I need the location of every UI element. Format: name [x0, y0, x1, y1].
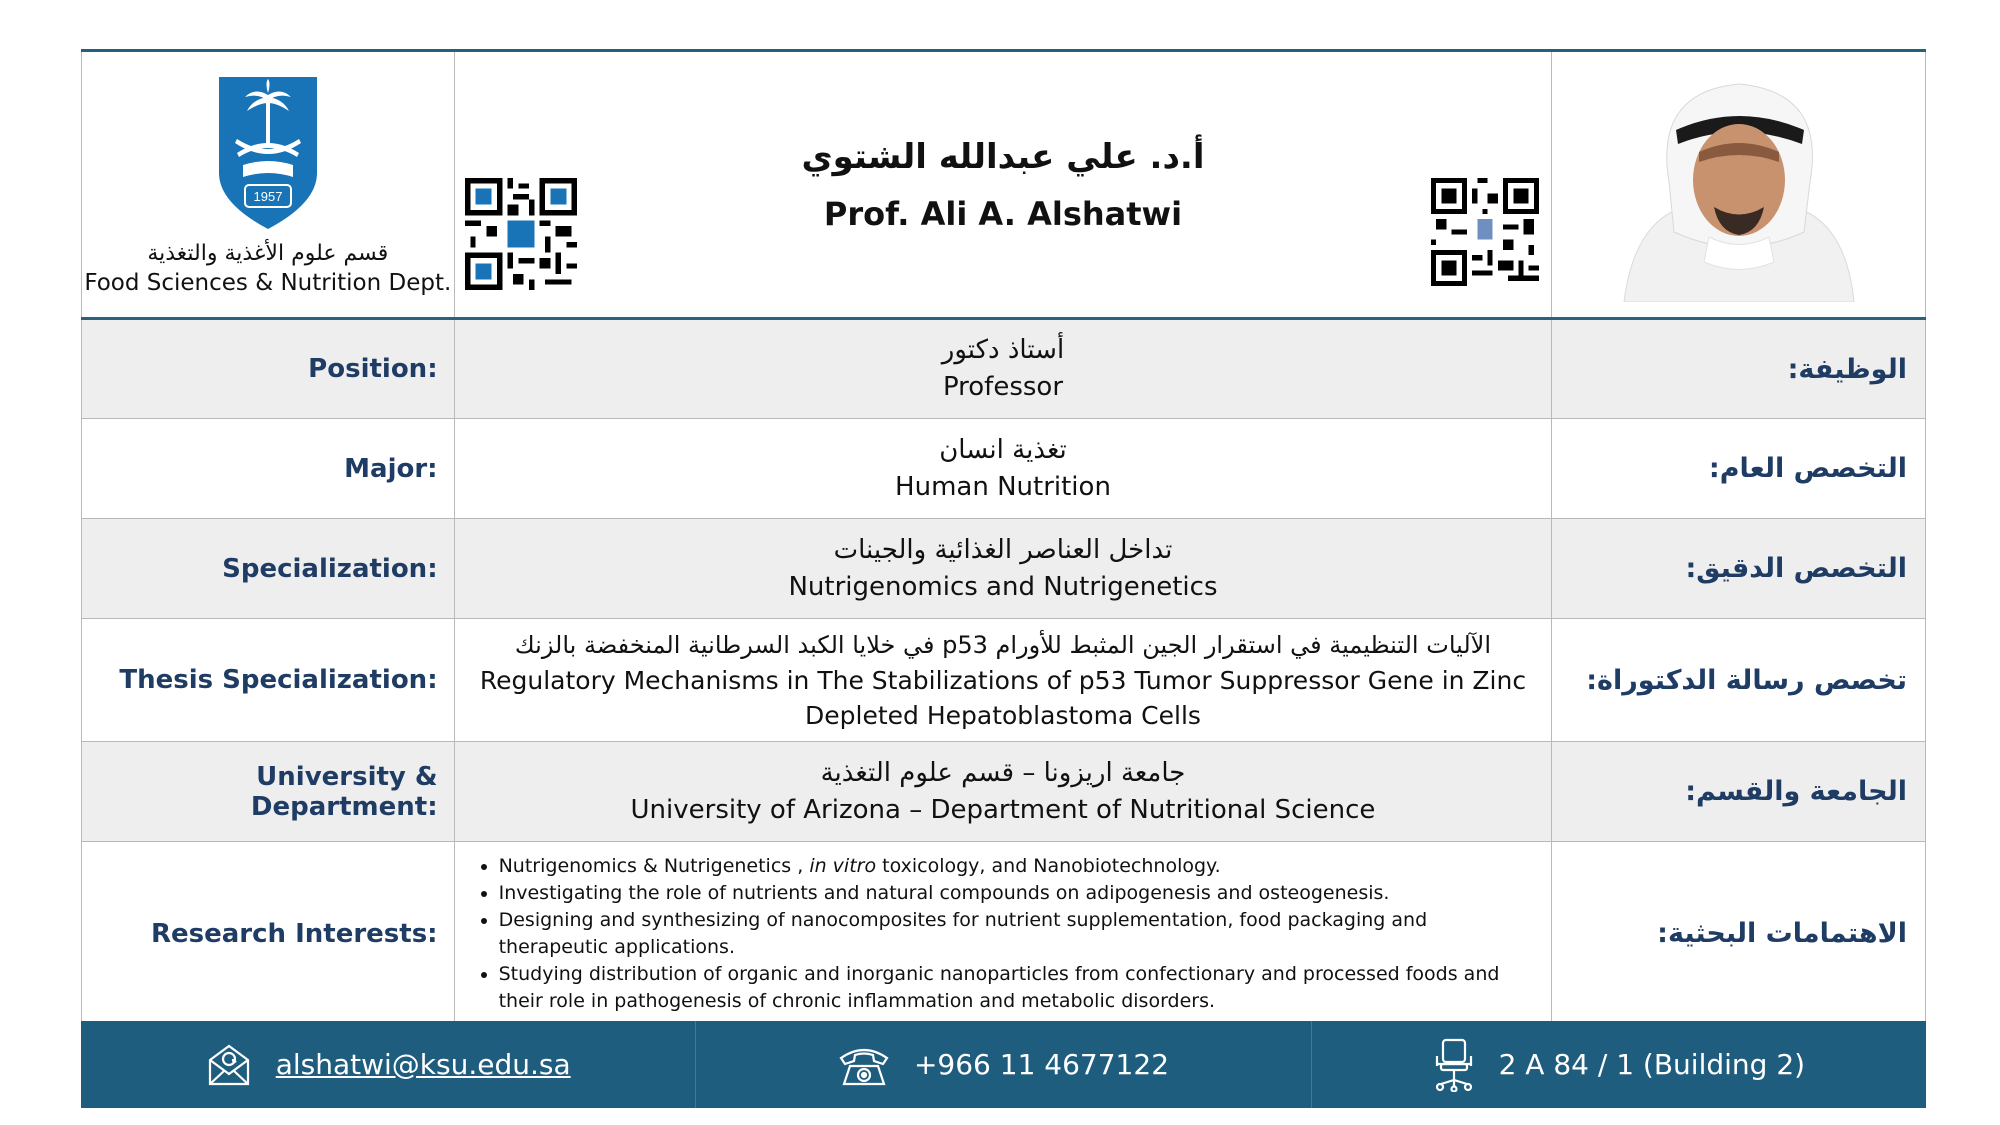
label-specialization-ar: التخصص الدقيق: — [1552, 519, 1926, 619]
value-research — [454, 842, 1552, 1026]
list-item: • Designing and synthesizing of nanocomposites for nutrient supplementation, food packaging and therapeutic applications. — [499, 907, 1538, 961]
value-major — [454, 419, 1552, 519]
profile-table — [81, 49, 1926, 1026]
value-position-ar: أستاذ دكتور — [941, 335, 1065, 365]
value-thesis-en-1: Regulatory Mechanisms in The Stabilizations of p53 Tumor Suppressor Gene in Zinc — [479, 665, 1527, 695]
profile-card — [81, 49, 1926, 1104]
office-location: 2 A 84 / 1 (Building 2) — [1498, 1048, 1806, 1081]
label-research-en: Research Interests: — [82, 842, 455, 1026]
portrait-cell — [1552, 51, 1926, 319]
value-specialization-en: Nutrigenomics and Nutrigenetics — [788, 571, 1218, 602]
email-icon — [206, 1042, 252, 1088]
label-thesis-ar: تخصص رسالة الدكتوراة: — [1552, 619, 1926, 742]
row-research — [82, 842, 1926, 1026]
department-name-en: Food Sciences & Nutrition Dept. — [84, 270, 452, 296]
value-university-ar: جامعة اريزونا – قسم علوم التغذية — [820, 757, 1186, 788]
label-university-ar: الجامعة والقسم: — [1552, 742, 1926, 842]
contact-footer — [81, 1021, 1926, 1108]
department-logo-cell — [82, 51, 455, 319]
phone-icon — [838, 1044, 890, 1086]
value-specialization-ar: تداخل العناصر الغذائية والجينات — [833, 534, 1173, 565]
value-position-en: Professor — [942, 372, 1064, 402]
row-specialization — [82, 519, 1926, 619]
phone-number: +966 11 4677122 — [913, 1048, 1170, 1081]
svg-text:1957: 1957 — [253, 189, 283, 204]
ksu-logo-icon — [215, 73, 321, 231]
label-university-en: University & Department: — [82, 742, 455, 842]
value-thesis-ar: الآليات التنظيمية في استقرار الجين المثبط للأورام p53 في خلايا الكبد السرطانية المنخفضة بالزنك — [514, 630, 1492, 659]
row-university — [82, 742, 1926, 842]
portrait-photo — [1614, 72, 1864, 302]
label-research-ar: الاهتمامات البحثية: — [1552, 842, 1926, 1026]
qr-code-icon[interactable] — [465, 178, 577, 290]
footer-phone — [696, 1021, 1311, 1108]
research-list — [455, 849, 1552, 1019]
row-thesis — [82, 619, 1926, 742]
department-name-ar: قسم علوم الأغذية والتغذية — [147, 241, 389, 266]
footer-email — [81, 1021, 696, 1108]
office-chair-icon — [1433, 1038, 1475, 1092]
value-position — [454, 319, 1552, 419]
value-specialization — [454, 519, 1552, 619]
label-thesis-en: Thesis Specialization: — [82, 619, 455, 742]
label-major-en: Major: — [82, 419, 455, 519]
name-cell — [454, 51, 1552, 319]
label-major-ar: التخصص العام: — [1552, 419, 1926, 519]
footer-office — [1312, 1021, 1926, 1108]
value-thesis — [454, 619, 1552, 742]
list-item: • Investigating the role of nutrients and natural compounds on adipogenesis and osteogenesis. — [499, 880, 1538, 907]
qr-code-icon[interactable] — [1431, 178, 1539, 286]
value-university-en: University of Arizona – Department of Nutritional Science — [630, 794, 1376, 825]
list-item: • Nutrigenomics & Nutrigenetics , in vitro toxicology, and Nanobiotechnology. — [499, 853, 1538, 880]
value-university — [454, 742, 1552, 842]
value-major-ar: تغذية انسان — [939, 434, 1067, 465]
name-ar: أ.د. علي عبدالله الشتوي — [801, 136, 1205, 177]
row-position — [82, 319, 1926, 419]
email-link[interactable]: alshatwi@ksu.edu.sa — [275, 1048, 571, 1081]
row-major — [82, 419, 1926, 519]
value-thesis-en-2: Depleted Hepatoblastoma Cells — [805, 700, 1201, 730]
label-position-ar: الوظيفة: — [1552, 319, 1926, 419]
name-en: Prof. Ali A. Alshatwi — [823, 194, 1183, 233]
value-major-en: Human Nutrition — [895, 471, 1111, 502]
label-position-en: Position: — [82, 319, 455, 419]
list-item: • Studying distribution of organic and inorganic nanoparticles from confectionary and processed foods and their role in pathogenesis of chronic inflammation and metabolic disorders. — [499, 961, 1538, 1015]
label-specialization-en: Specialization: — [82, 519, 455, 619]
